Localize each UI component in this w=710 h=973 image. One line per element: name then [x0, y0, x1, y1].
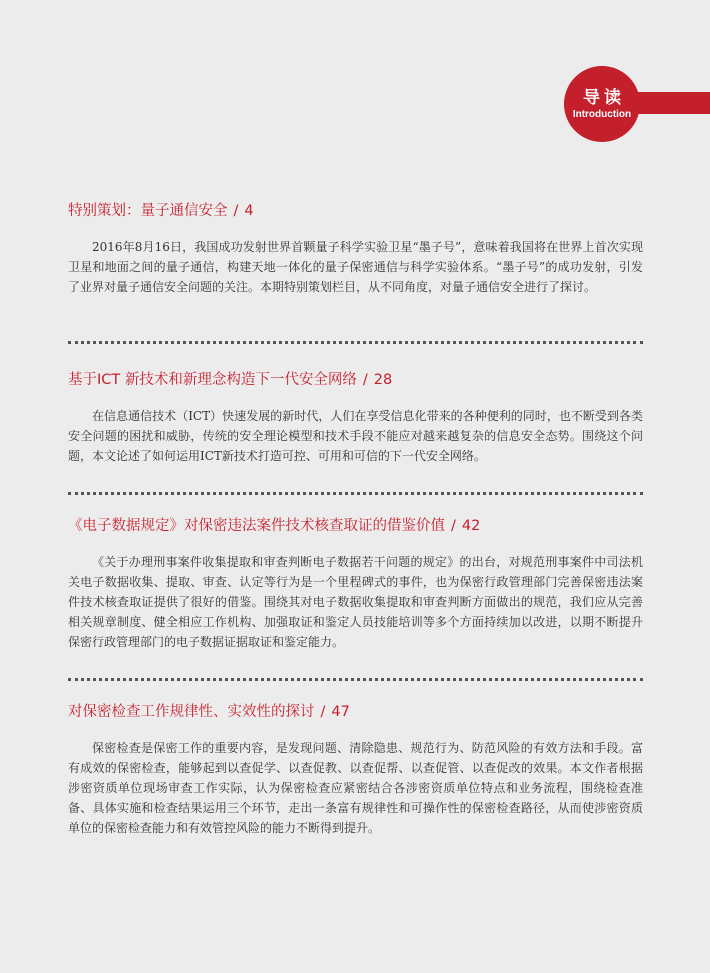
intro-badge — [564, 66, 640, 142]
article-page-number: 28 — [373, 372, 393, 388]
article-summary: 《关于办理刑事案件收集提取和审查判断电子数据若干问题的规定》的出台，对规范刑事案件中司法机关电子数据收集、提取、审查、认定等行为是一个里程碑式的事件，也为保密行政管理部门完善保密违法案件技术核查取证提供了很好的借鉴。围绕其对电子数据收集提取和审查判断方面做出的规范，我们应从完善相关规章制度、健全相应工作机构、加强取证和鉴定人员技能培训等多个方面持续加以改进，以期不断提升保密行政管理部门的电子数据证据取证和鉴定能力。 — [68, 555, 643, 649]
dotted-divider — [68, 341, 643, 344]
article-page-number: 47 — [331, 704, 350, 720]
article-title[interactable] — [68, 702, 643, 722]
title-separator: / — [233, 203, 239, 219]
title-separator: / — [320, 704, 326, 720]
article-title[interactable] — [68, 516, 643, 536]
article-title[interactable] — [68, 201, 643, 221]
article-title-text: 《电子数据规定》对保密违法案件技术核查取证的借鉴价值 — [68, 518, 445, 534]
article-1[interactable] — [68, 201, 643, 297]
article-summary: 在信息通信技术（ICT）快速发展的新时代，人们在享受信息化带来的各种便利的同时，也不断受到各类安全问题的困扰和威胁，传统的安全理论模型和技术手段不能应对越来越复杂的信息安全态势。围绕这个问题，本文论述了如何运用ICT新技术打造可控、可用和可信的下一代安全网络。 — [68, 409, 643, 463]
article-3[interactable] — [68, 516, 643, 652]
dotted-divider — [68, 678, 643, 681]
title-separator: / — [362, 372, 368, 388]
dotted-divider — [68, 492, 643, 495]
article-title-text: 特别策划：量子通信安全 — [68, 203, 228, 219]
article-summary: 保密检查是保密工作的重要内容，是发现问题、清除隐患、规范行为、防范风险的有效方法和手段。富有成效的保密检查，能够起到以查促学、以查促教、以查促帮、以查促管、以查促改的效果。本文作者根据涉密资质单位现场审查工作实际，认为保密检查应紧密结合各涉密资质单位特点和业务流程，围绕检查准备、具体实施和检查结果运用三个环节，走出一条富有规律性和可操作性的保密检查路径，从而使涉密资质单位的保密检查能力和有效管控风险的能力不断得到提升。 — [68, 741, 643, 835]
badge-subtitle: Introduction — [572, 108, 632, 120]
article-title-text: 基于ICT 新技术和新理念构造下一代安全网络 — [68, 372, 357, 388]
title-separator: / — [451, 518, 456, 534]
article-title[interactable] — [68, 370, 643, 390]
badge-title: 导读 — [583, 87, 625, 108]
article-4[interactable] — [68, 702, 643, 838]
article-page-number: 4 — [244, 203, 254, 219]
article-summary: 2016年8月16日，我国成功发射世界首颗量子科学实验卫星“墨子号”，意味着我国将在世界上首次实现卫星和地面之间的量子通信，构建天地一体化的量子保密通信与科学实验体系。“墨子号”的成功发射，引发了业界对量子通信安全问题的关注。本期特别策划栏目，从不同角度，对量子通信安全进行了探讨。 — [68, 240, 643, 294]
article-title-text: 对保密检查工作规律性、实效性的探讨 — [68, 704, 315, 720]
article-page-number: 42 — [461, 518, 481, 534]
article-2[interactable] — [68, 370, 643, 466]
